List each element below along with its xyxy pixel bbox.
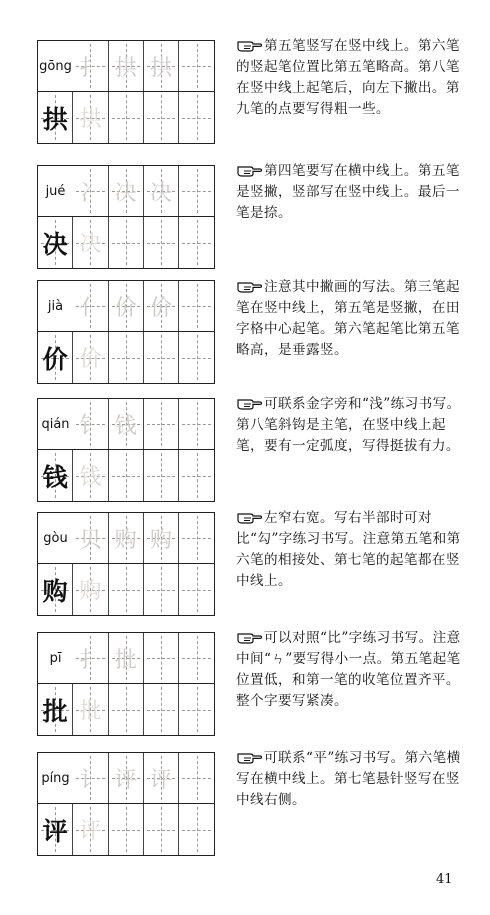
writing-grid [37,165,215,269]
grid-cell[interactable] [179,450,214,501]
trace-character: 批 [114,647,137,673]
pointing-hand-icon [236,630,262,644]
grid-cell[interactable] [179,41,214,91]
trace-character: 拱 [114,55,137,81]
grid-cell [38,684,73,735]
trace-character: 扌 [79,55,102,81]
character-entry [0,165,490,281]
trace-character [144,399,178,449]
trace-character: 批 [79,699,102,724]
pointing-hand-icon [236,279,262,293]
trace-character: 讠 [79,767,102,793]
grid-cell [38,217,73,268]
grid-cell[interactable] [73,804,108,855]
model-character: 决 [42,229,68,259]
character-entry [0,752,490,868]
character-entry [0,40,490,156]
trace-character [144,633,178,683]
grid-cell[interactable] [73,217,108,268]
grid-cell[interactable] [179,281,214,331]
grid-cell[interactable] [179,513,214,563]
character-entry [0,632,490,748]
grid-cell[interactable] [109,41,144,91]
grid-cell [38,41,73,91]
grid-cell[interactable] [73,399,108,449]
grid-cell[interactable] [109,399,144,449]
trace-character: 评 [114,767,137,793]
character-entry [0,398,490,514]
model-character: 拱 [42,104,68,134]
pinyin-row [38,41,214,92]
grid-cell[interactable] [179,332,214,383]
grid-cell[interactable] [73,564,108,615]
grid-cell[interactable] [109,450,144,501]
trace-character: 购 [150,527,173,553]
grid-cell[interactable] [73,684,108,735]
trace-character: 价 [150,295,173,321]
model-character: 评 [42,816,68,846]
pinyin-row [38,281,214,332]
grid-cell[interactable] [109,332,144,383]
tip-text: 第四笔要写在横中线上。第五笔是竖撇，竖部写在竖中线上。最后一笔是捺。 [236,163,460,221]
trace-character: 拱 [150,55,173,81]
pinyin-label: píng [38,753,73,803]
pointing-hand-icon [236,38,262,52]
grid-cell[interactable] [144,684,179,735]
model-character: 价 [42,344,68,374]
tip-text: 注意其中撇画的写法。第三笔起笔在竖中线上，第五笔是竖撇，在田字格中心起笔。第六笔起笔比第五笔略高，是垂露竖。 [236,279,460,358]
trace-character: 评 [79,819,102,844]
grid-cell[interactable] [109,564,144,615]
grid-cell[interactable] [179,753,214,803]
grid-cell[interactable] [73,92,108,143]
trace-character: 贝 [79,527,102,553]
character-row [38,804,214,855]
grid-cell[interactable] [73,166,108,216]
grid-cell[interactable] [109,513,144,563]
writing-grid [37,398,215,502]
grid-cell[interactable] [144,513,179,563]
pinyin-label: pī [38,633,73,683]
page-number: 41 [436,872,453,887]
pointing-hand-icon [236,750,262,764]
character-entry [0,280,490,396]
grid-cell[interactable] [179,217,214,268]
trace-character: 评 [150,767,173,793]
writing-grid [37,512,215,616]
trace-character: 拱 [79,107,102,132]
pinyin-row [38,753,214,804]
writing-grid [37,632,215,736]
grid-cell[interactable] [144,399,179,449]
grid-cell[interactable] [144,332,179,383]
writing-tip [236,628,470,712]
trace-character: 价 [114,295,137,321]
grid-cell [38,564,73,615]
writing-tip [236,508,470,592]
pinyin-label: jué [38,166,73,216]
trace-character: 钅 [79,413,102,439]
trace-character: 钱 [79,465,102,490]
grid-cell [38,450,73,501]
pinyin-row [38,166,214,217]
grid-cell[interactable] [144,166,179,216]
grid-cell[interactable] [109,92,144,143]
model-character: 批 [42,696,68,726]
grid-cell[interactable] [73,633,108,683]
grid-cell[interactable] [109,217,144,268]
character-row [38,92,214,143]
grid-cell[interactable] [144,804,179,855]
grid-cell[interactable] [73,450,108,501]
grid-cell [38,92,73,143]
trace-character: 价 [79,347,102,372]
grid-cell[interactable] [109,753,144,803]
pinyin-label: gòu [38,513,73,563]
writing-tip [236,394,470,457]
trace-character: 亻 [79,295,102,321]
writing-tip [236,36,470,120]
grid-cell [38,166,73,216]
grid-cell [38,281,73,331]
grid-cell[interactable] [144,753,179,803]
trace-character: 决 [150,180,173,206]
grid-cell[interactable] [144,450,179,501]
grid-cell[interactable] [109,281,144,331]
grid-cell[interactable] [73,513,108,563]
character-row [38,332,214,383]
grid-cell[interactable] [144,564,179,615]
pointing-hand-icon [236,396,262,410]
grid-cell[interactable] [73,332,108,383]
character-row [38,450,214,501]
trace-character: 钱 [114,413,137,439]
grid-cell[interactable] [144,633,179,683]
tip-text: 左窄右宽。写右半部时可对比“勾”字练习书写。注意第五笔和第六笔的相接处、第七笔的起笔都在竖中线上。 [236,510,461,589]
pointing-hand-icon [236,163,262,177]
writing-grid [37,280,215,384]
grid-cell[interactable] [109,804,144,855]
grid-cell [38,804,73,855]
grid-cell[interactable] [179,166,214,216]
trace-character: 决 [114,180,137,206]
grid-cell[interactable] [73,753,108,803]
grid-cell[interactable] [109,684,144,735]
trace-character: 决 [79,232,102,257]
grid-cell[interactable] [179,684,214,735]
grid-cell[interactable] [109,633,144,683]
grid-cell [38,513,73,563]
tip-text: 可联系金字旁和“浅”练习书写。第八笔斜钩是主笔，在竖中线上起笔，要有一定弧度，写得挺拔有力。 [236,396,461,454]
pointing-hand-icon [236,510,262,524]
tip-text: 可以对照“比”字练习书写。注意中间“ㄣ”要写得小一点。第五笔起笔位置低，和第一笔的收笔位置齐平。整个字要写紧凑。 [236,630,461,709]
trace-character: 购 [114,527,137,553]
grid-cell[interactable] [179,633,214,683]
grid-cell [38,633,73,683]
character-entry [0,512,490,628]
grid-cell [38,399,73,449]
model-character: 钱 [42,462,68,492]
writing-tip [236,277,470,361]
grid-cell[interactable] [179,92,214,143]
grid-cell[interactable] [179,804,214,855]
grid-cell [38,753,73,803]
character-row [38,564,214,615]
writing-tip [236,161,470,224]
writing-grid [37,752,215,856]
grid-cell[interactable] [73,41,108,91]
grid-cell[interactable] [144,217,179,268]
grid-cell[interactable] [144,281,179,331]
model-character: 购 [42,576,68,606]
trace-character: 冫 [79,180,102,206]
writing-tip [236,748,470,811]
trace-character: 扌 [79,647,102,673]
grid-cell[interactable] [109,166,144,216]
grid-cell [38,332,73,383]
pinyin-label: qián [38,399,73,449]
tip-text: 可联系“平”练习书写。第六笔横写在横中线上。第七笔悬针竖写在竖中线右侧。 [236,750,461,808]
pinyin-row [38,513,214,564]
tip-text: 第五笔竖写在竖中线上。第六笔的竖起笔位置比第五笔略高。第八笔在竖中线上起笔后，向左下撇出。第九笔的点要写得粗一些。 [236,38,460,117]
pinyin-row [38,633,214,684]
pinyin-label: gōng [38,41,73,91]
grid-cell[interactable] [144,41,179,91]
pinyin-row [38,399,214,450]
character-row [38,684,214,735]
grid-cell[interactable] [179,399,214,449]
grid-cell[interactable] [73,281,108,331]
grid-cell[interactable] [179,564,214,615]
writing-grid [37,40,215,144]
grid-cell[interactable] [144,92,179,143]
trace-character: 购 [79,579,102,604]
pinyin-label: jià [38,281,73,331]
character-row [38,217,214,268]
